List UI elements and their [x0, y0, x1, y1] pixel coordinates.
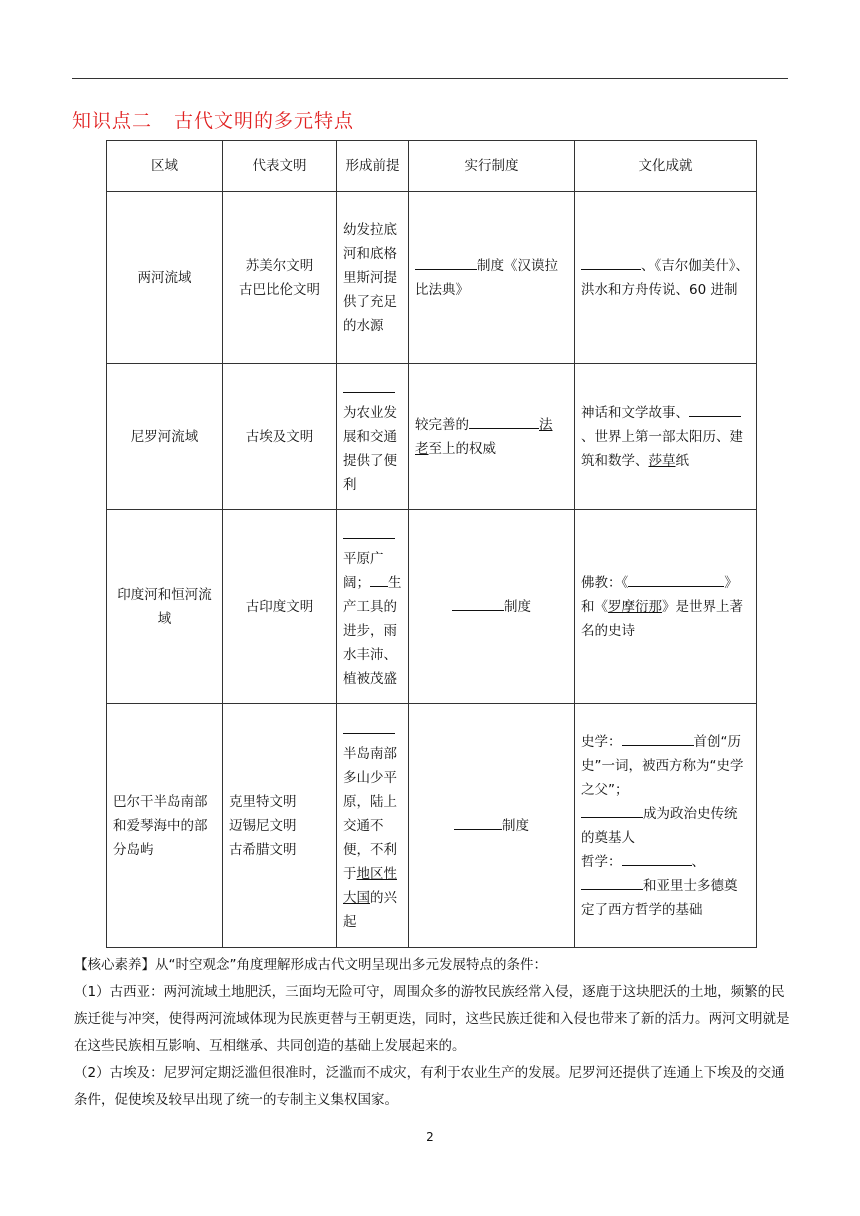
core-literacy-section	[74, 952, 798, 1114]
core-paragraph-2: （2）古埃及：尼罗河定期泛滥但很准时，泛滥而不成灾，有利于农业生产的发展。尼罗河还提供了连通上下埃及的交通条件，促使埃及较早出现了统一的专制主义集权国家。	[74, 1065, 785, 1108]
header-premise: 形成前提	[337, 141, 409, 192]
cell-culture	[575, 364, 757, 510]
culture-text: 哲学：	[581, 853, 622, 870]
system-text: 较完善的	[415, 416, 469, 433]
cell-culture	[575, 510, 757, 704]
cell-system	[409, 704, 575, 948]
blank-line	[689, 401, 741, 417]
cell-premise: 幼发拉底河和底格里斯河提供了充足的水源	[337, 192, 409, 364]
cell-system	[409, 510, 575, 704]
core-paragraph-1: （1）古西亚：两河流域土地肥沃，三面均无险可守，周围众多的游牧民族经常入侵，逐鹿于这块肥沃的土地，频繁的民族迁徙与冲突，使得两河流域体现为民族更替与王朝更迭，同时，这些民族迁徙和入侵也带来了新的活力。两河文明就是在这些民族相互影响、互相继承、共同创造的基础上发展起来的。	[74, 984, 790, 1054]
cell-culture	[575, 704, 757, 948]
table-header-row	[107, 141, 757, 192]
table-row	[107, 364, 757, 510]
premise-text: 为农业发展和交通提供了便利	[343, 404, 397, 493]
culture-text: 》	[724, 574, 738, 591]
pharaoh-text: 老	[415, 440, 429, 457]
culture-text: 纸	[675, 452, 689, 469]
section-heading	[72, 106, 354, 133]
page-number: 2	[426, 1130, 434, 1144]
cell-region: 印度河和恒河流域	[107, 510, 223, 704]
blank-line	[454, 814, 502, 830]
cell-region: 尼罗河流域	[107, 364, 223, 510]
header-system: 实行制度	[409, 141, 575, 192]
culture-text: 成为政治史传统的奠基人	[581, 805, 738, 846]
system-text: 制度《汉谟拉比法典》	[415, 257, 558, 298]
system-text: 制度	[504, 598, 531, 615]
culture-text: 、《吉尔伽美什》、洪水和方舟传说、60 进制	[581, 257, 749, 298]
header-civilization: 代表文明	[223, 141, 337, 192]
culture-text: 、世界上第一部太阳历、建筑和数学、	[581, 428, 743, 469]
blank-line	[581, 802, 643, 818]
ramayana-text: 罗摩衍那	[608, 598, 662, 615]
core-intro-line	[74, 952, 798, 979]
blank-line	[370, 571, 388, 587]
premise-text: 生产工具的进步，雨水丰沛、植被茂盛	[343, 574, 402, 687]
cell-civilization: 古印度文明	[223, 510, 337, 704]
pharaoh-text: 法	[539, 416, 553, 433]
table-row	[107, 510, 757, 704]
civ-name: 古巴比伦文明	[239, 281, 320, 298]
blank-line	[452, 595, 504, 611]
premise-text: 平原广阔；	[343, 550, 384, 591]
cell-civilization	[223, 192, 337, 364]
culture-text: 和《	[581, 598, 608, 615]
heading-part2: 古代文明的多元特点	[174, 110, 355, 132]
blank-line	[581, 874, 643, 890]
papyrus-text: 莎草	[648, 452, 676, 469]
cell-system	[409, 364, 575, 510]
cell-culture	[575, 192, 757, 364]
blank-line	[343, 523, 395, 539]
premise-text: 的兴起	[343, 889, 397, 930]
civ-name: 克里特文明	[229, 793, 297, 810]
blank-line	[622, 850, 692, 866]
civ-name: 古希腊文明	[229, 841, 297, 858]
civ-name: 迈锡尼文明	[229, 817, 297, 834]
culture-text: 首创“历史”一词，被西方称为“史学之父”；	[581, 733, 744, 798]
civ-name: 苏美尔文明	[245, 257, 314, 274]
blank-line	[622, 730, 694, 746]
premise-text: 半岛南部多山少平原，陆上交通不便，不利于	[343, 745, 397, 882]
cell-premise	[337, 364, 409, 510]
cell-civilization	[223, 704, 337, 948]
blank-line	[343, 377, 395, 393]
cell-region: 巴尔干半岛南部和爱琴海中的部分岛屿	[107, 704, 223, 948]
blank-line	[469, 413, 539, 429]
blank-line	[581, 254, 641, 270]
table-row	[107, 192, 757, 364]
cell-system	[409, 192, 575, 364]
core-intro: 从“时空观念”角度理解形成古代文明呈现出多元发展特点的条件：	[155, 957, 547, 973]
header-rule	[72, 78, 788, 79]
civilization-table	[106, 140, 757, 948]
culture-text: 和亚里士多德奠定了西方哲学的基础	[581, 877, 738, 918]
blank-line	[415, 254, 477, 270]
system-text: 制度	[502, 817, 529, 834]
heading-part1: 知识点二	[72, 110, 153, 132]
cell-premise	[337, 510, 409, 704]
culture-text: 、	[691, 853, 705, 870]
culture-text: 》是世界上著名的史诗	[581, 598, 743, 639]
core-title: 【核心素养】	[74, 957, 155, 973]
blank-line	[343, 718, 395, 734]
blank-line	[628, 571, 724, 587]
culture-text: 佛教：《	[581, 574, 629, 591]
culture-text: 史学：	[581, 733, 622, 750]
cell-civilization: 古埃及文明	[223, 364, 337, 510]
regional-power-text: 地区性大国	[343, 865, 397, 906]
cell-premise	[337, 704, 409, 948]
system-text: 至上的权威	[428, 440, 496, 457]
header-culture: 文化成就	[575, 141, 757, 192]
header-region: 区域	[107, 141, 223, 192]
culture-text: 神话和文学故事、	[581, 404, 689, 421]
cell-region: 两河流域	[107, 192, 223, 364]
table-row	[107, 704, 757, 948]
